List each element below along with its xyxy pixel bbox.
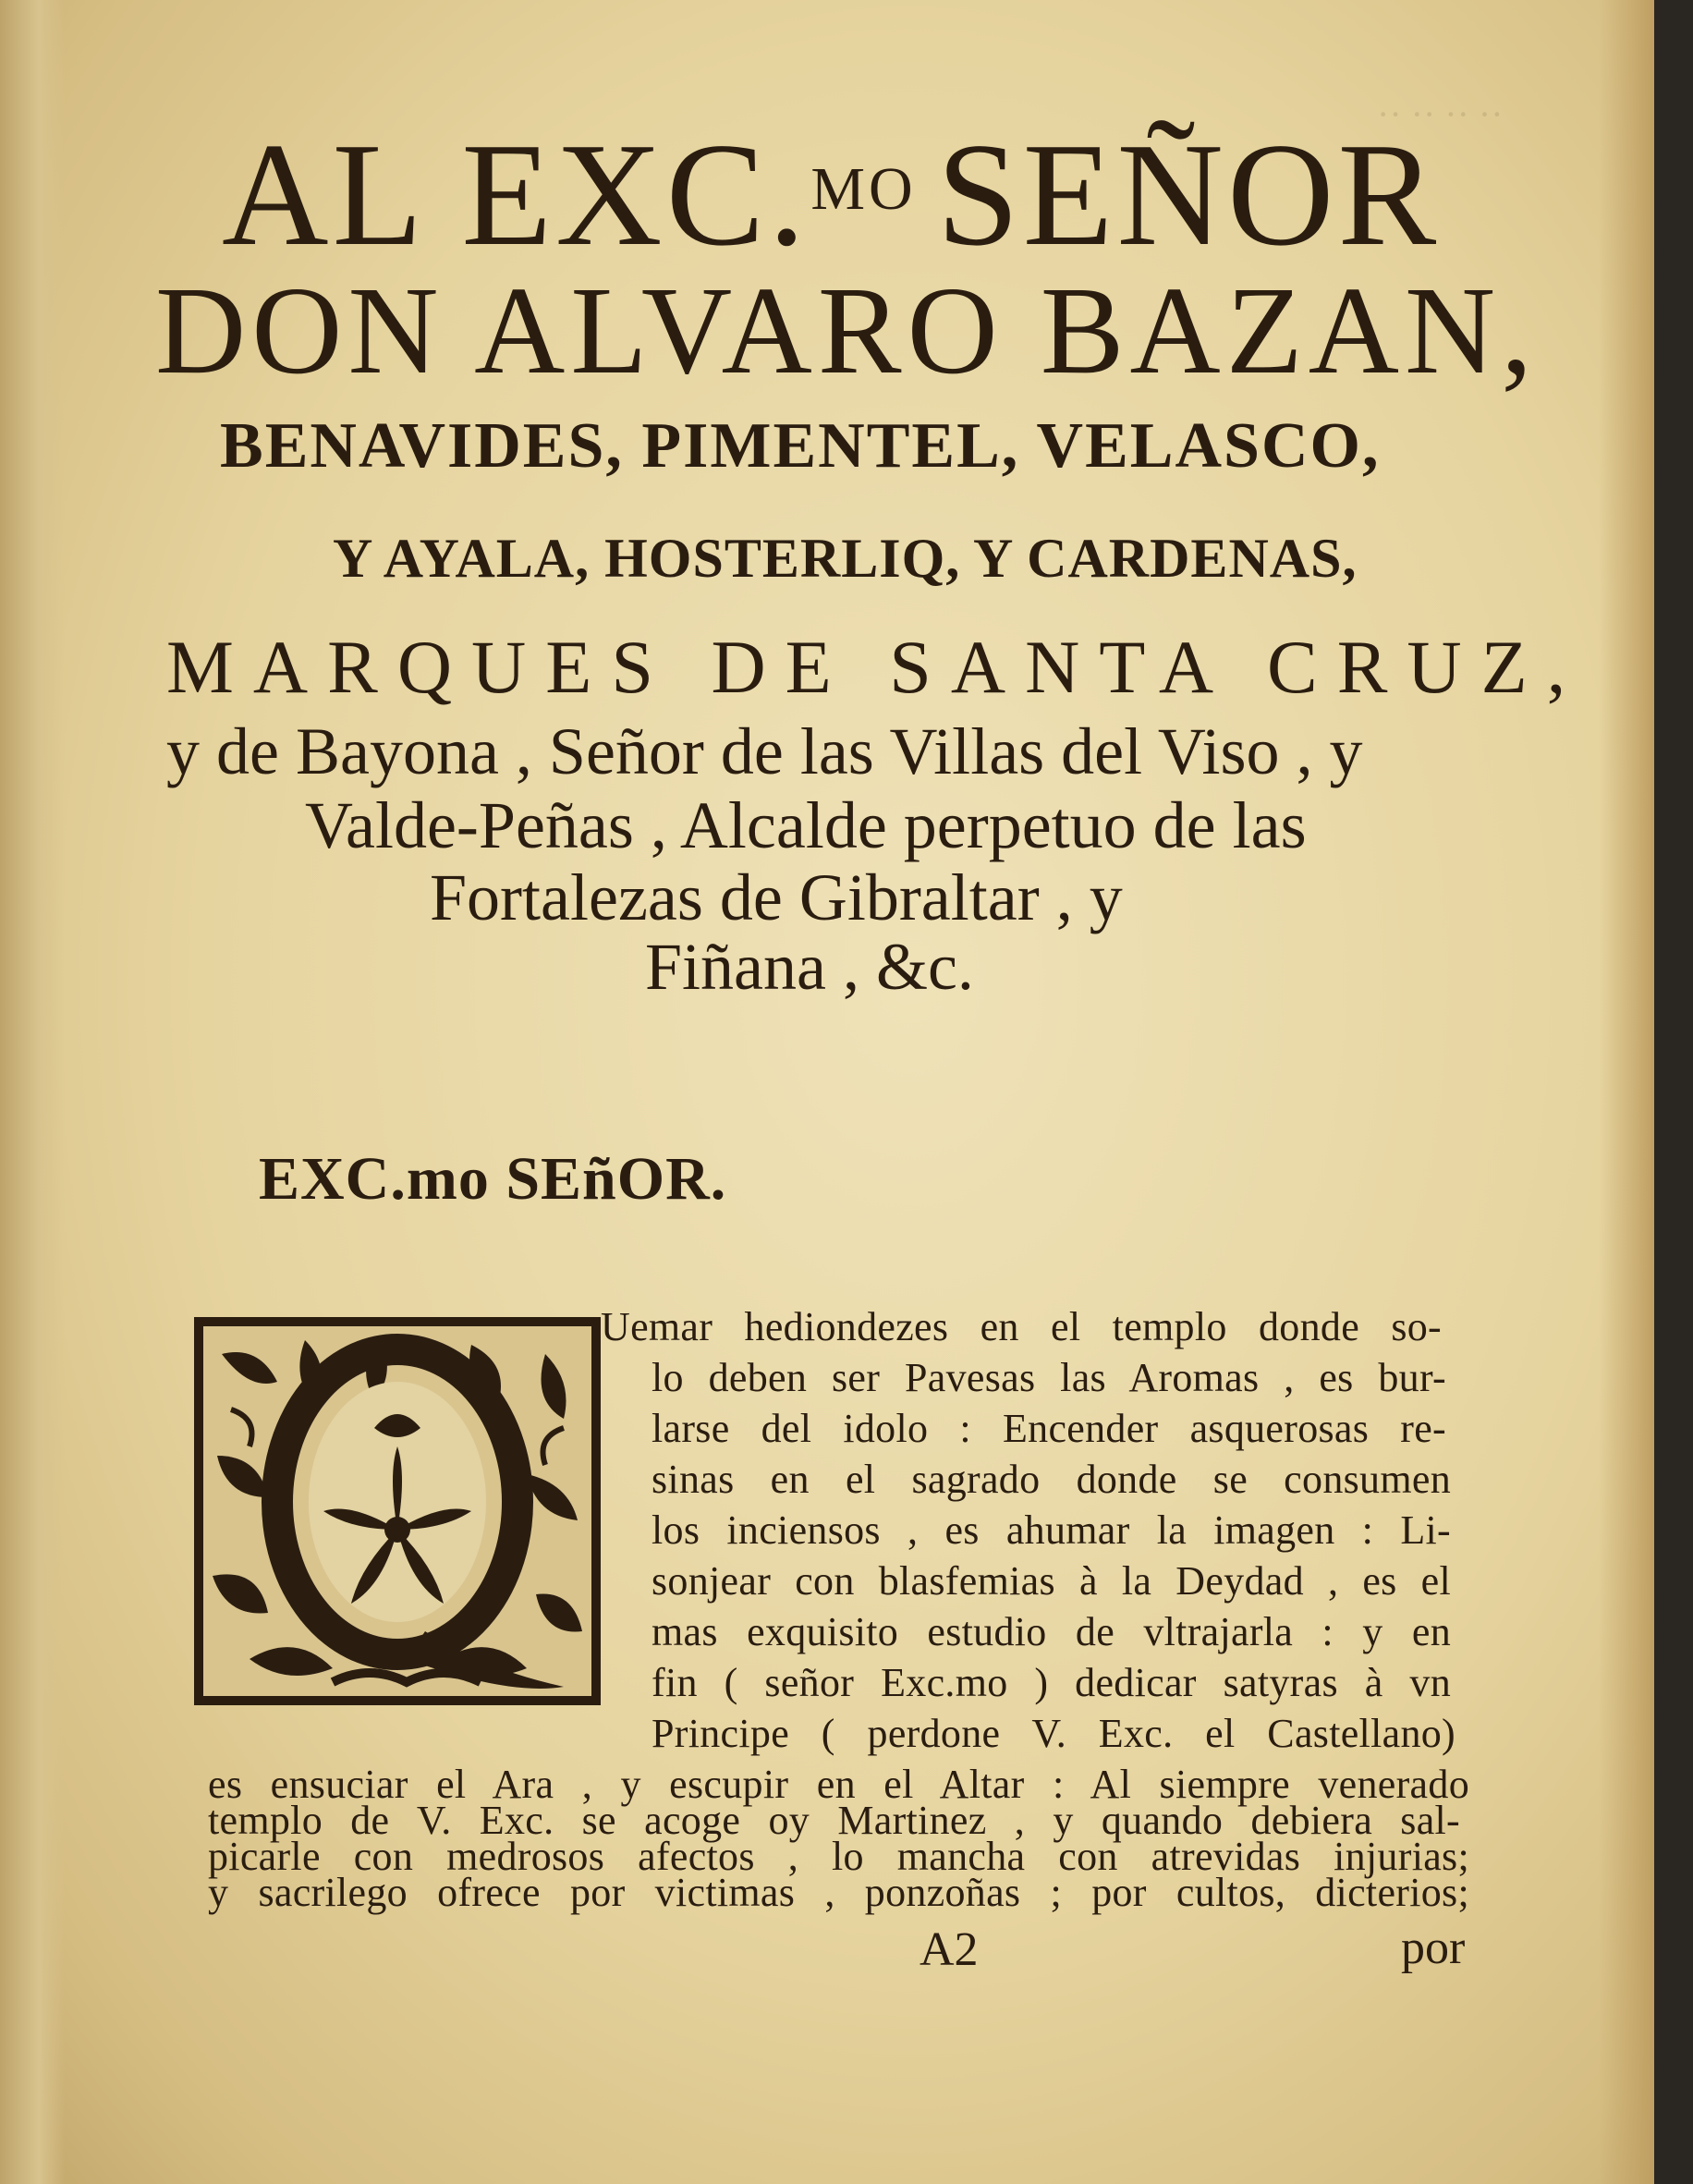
decorated-initial-q [194,1317,601,1705]
body-line: sonjear con blasfemias à la Deydad , es el [652,1558,1451,1604]
body-line: es ensuciar el Ara , y escupir en el Altar : Al siempre venerado [208,1762,1469,1807]
body-line: y sacrilego ofrece por victimas , ponzoñas ; por cultos, dicterios; [208,1870,1469,1915]
body-line: Principe ( perdone V. Exc. el Castellano) [652,1711,1455,1756]
body-line: fin ( señor Exc.mo ) dedicar satyras à vn [652,1660,1451,1705]
title-line-3: BENAVIDES, PIMENTEL, VELASCO, [220,410,1381,482]
title-line-6: y de Bayona , Señor de las Villas del Viso , y [166,714,1363,788]
body-line: picarle con medrosos afectos , lo mancha con atrevidas injurias; [208,1834,1469,1879]
body-line: mas exquisito estudio de vltrajarla : y en [652,1609,1451,1654]
body-line: larse del idolo : Encender asquerosas re- [652,1406,1446,1451]
salutation: EXC.mo SEñOR. [259,1145,727,1213]
title-line-1: AL EXC.$^{MO}$ SEÑOR [222,112,1441,276]
title-line-2: DON ALVARO BAZAN, [155,262,1539,400]
title-line-7: Valde-Peñas , Alcalde perpetuo de las [305,788,1307,862]
title-line-9: Fiñana , &c. [645,930,974,1004]
page-edge-shadow [1599,0,1654,2184]
title-line-5: MARQUES DE SANTA CRUZ, [166,625,1586,709]
catchword: por [1401,1922,1466,1974]
title-line-8: Fortalezas de Gibraltar , y [430,860,1123,934]
body-line: Uemar hediondezes en el templo donde so- [601,1304,1442,1349]
title-superscript: MO [810,155,917,223]
body-line: sinas en el sagrado donde se consumen [652,1457,1451,1502]
show-through-text: ·· ·· ·· ·· [1377,93,1504,135]
body-line: los inciensos , es ahumar la imagen : Li- [652,1507,1451,1553]
signature-mark: A2 [920,1923,979,1976]
body-line: templo de V. Exc. se acoge oy Martinez , y quando debiera sal- [208,1798,1460,1843]
title-line-4: Y AYALA, HOSTERLIQ, Y CARDENAS, [333,528,1358,589]
page-spine-shadow [0,0,65,2184]
body-line: lo deben ser Pavesas las Aromas , es bur- [652,1355,1446,1400]
